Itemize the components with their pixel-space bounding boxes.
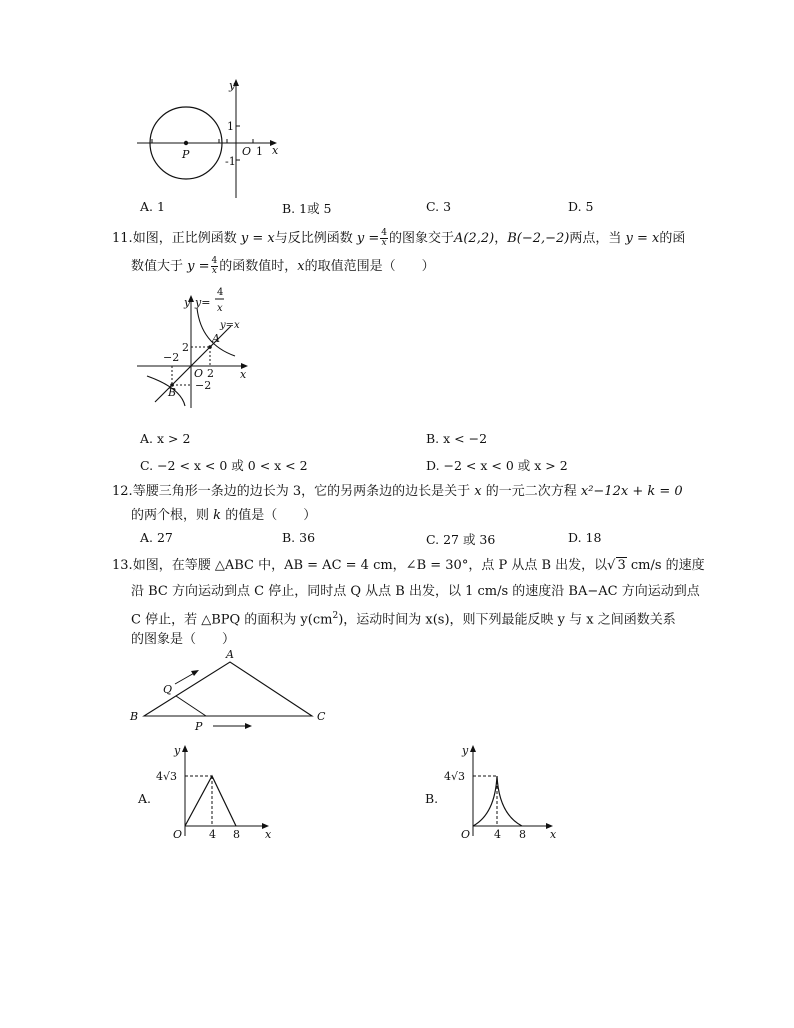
q11-frac: $\frac{4}{x}$ (381, 228, 387, 248)
q13-a-curve (185, 776, 236, 826)
svg-text:x: x (550, 828, 557, 841)
q12-line-2: 的两个根，则 k 的值是（ ） (131, 508, 317, 523)
svg-text:y=x: y=x (220, 320, 240, 331)
q11-line-1: 11.如图，正比例函数 y = x与反比例函数 y = $\frac{4}{x}$ 的图象交于A(2,2)，B(−2,−2)两点，当 y = x的函 (112, 228, 686, 248)
svg-text:2: 2 (182, 341, 189, 354)
svg-text:4√3: 4√3 (156, 770, 178, 783)
q13-option-b-label[interactable]: B. (425, 791, 439, 806)
svg-text:x: x (240, 368, 247, 381)
q13-triangle-figure (126, 648, 336, 738)
q10-x-label: x (272, 144, 279, 157)
svg-text:−2: −2 (163, 351, 180, 364)
q10-origin-label: O (242, 145, 252, 158)
q12-option-b[interactable]: B. 36 (282, 530, 316, 545)
svg-text:O: O (461, 828, 471, 841)
q12-option-a[interactable]: A. 27 (140, 530, 173, 545)
svg-text:B: B (130, 710, 139, 723)
q13-option-a-graph[interactable] (152, 742, 272, 842)
q11-number: 11. (112, 231, 133, 246)
q11-eq1: y = x (240, 231, 275, 246)
q13-sqrt: √ 3 (607, 558, 626, 573)
svg-text:8: 8 (519, 828, 526, 841)
q11-option-d[interactable]: D. −2 < x < 0 或 x > 2 (426, 458, 568, 473)
svg-text:y: y (462, 744, 469, 757)
q11-point-b: B(−2,−2) (507, 231, 570, 246)
q10-option-d[interactable]: D. 5 (568, 199, 594, 214)
q13-segment-qp (176, 696, 206, 716)
svg-text:2: 2 (207, 367, 214, 380)
q10-y-label: y (229, 79, 236, 92)
q10-neg-one-y: -1 (225, 155, 236, 168)
q12-option-c[interactable]: C. 27 或 36 (426, 532, 496, 547)
svg-text:4√3: 4√3 (444, 770, 466, 783)
q10-option-c[interactable]: C. 3 (426, 199, 452, 214)
svg-text:O: O (173, 828, 183, 841)
q13-option-a-label[interactable]: A. (138, 791, 152, 806)
svg-text:−2: −2 (195, 379, 212, 392)
q11-eq2-lhs: y = (356, 231, 380, 246)
svg-text:Q: Q (163, 683, 173, 696)
svg-text:x: x (217, 303, 223, 314)
q11-point-a: A(2,2) (453, 231, 495, 246)
q11-text-d: 两点，当 (569, 231, 622, 246)
q10-p-label: P (182, 148, 190, 161)
svg-text:4: 4 (209, 828, 216, 841)
q10-circle-figure (135, 76, 279, 206)
svg-text:x: x (265, 828, 272, 841)
q13-line-3: C 停止，若 △BPQ 的面积为 $y(cm^2)$，运动时间为 x(s)，则下列最能反映 y 与 x 之间函数关系 (131, 611, 676, 628)
q13-option-b-graph[interactable] (440, 742, 560, 842)
svg-text:4: 4 (494, 828, 501, 841)
q13-line-2: 沿 BC 方向运动到点 C 停止，同时点 Q 从点 B 出发，以 1 cm/s 的速度沿 BA−AC 方向运动到点 (131, 584, 700, 599)
q11-line-2: 数值大于 y = $\frac{4}{x}$ 的函数值时，x的取值范围是（ ） (131, 256, 435, 276)
q11-text-b: 与反比例函数 (274, 231, 353, 246)
q12-line-1: 12.等腰三角形一条边的边长为 3，它的另两条边的边长是关于 x 的一元二次方程 x²−12x + k = 0 (112, 484, 683, 499)
q11-frac-2: $\frac{4}{x}$ (211, 256, 218, 276)
q12-option-d[interactable]: D. 18 (568, 530, 602, 545)
q11-option-a[interactable]: A. x > 2 (140, 431, 191, 446)
q11-option-c[interactable]: C. −2 < x < 0 或 0 < x < 2 (140, 458, 308, 473)
q12-equation: x²−12x + k = 0 (580, 484, 683, 499)
svg-text:O: O (194, 367, 204, 380)
q10-option-a[interactable]: A. 1 (140, 199, 165, 214)
q11-graph-figure (135, 284, 265, 414)
q13-line-1: 13.如图，在等腰 △ABC 中，AB = AC = 4 cm，∠B = 30°，点 P 从点 B 出发，以√ 3 cm/s 的速度 (112, 558, 705, 573)
q11-text-c: 的图象交于 (388, 231, 454, 246)
svg-text:8: 8 (233, 828, 240, 841)
q13-number: 13. (112, 558, 133, 573)
svg-text:A: A (212, 332, 220, 345)
svg-text:y: y (184, 296, 191, 309)
q10-point-p (184, 141, 188, 145)
svg-text:4: 4 (217, 287, 224, 298)
q12-number: 12. (112, 484, 133, 499)
svg-text:B: B (168, 386, 177, 399)
q11-text-a: 如图，正比例函数 (132, 231, 237, 246)
q11-option-b[interactable]: B. x < −2 (426, 431, 488, 446)
svg-text:A: A (226, 648, 234, 661)
svg-text:y=: y= (195, 296, 211, 309)
svg-text:P: P (195, 720, 203, 733)
q13-line-4: 的图象是（ ） (131, 632, 236, 647)
svg-text:y: y (174, 744, 181, 757)
q11-eq3: y = x (625, 231, 660, 246)
q10-one-x: 1 (256, 145, 263, 158)
q11-text-e: 的函 (659, 231, 686, 246)
q10-one-y: 1 (227, 120, 234, 133)
q10-option-b[interactable]: B. 1或 5 (282, 201, 332, 216)
svg-text:C: C (317, 710, 326, 723)
